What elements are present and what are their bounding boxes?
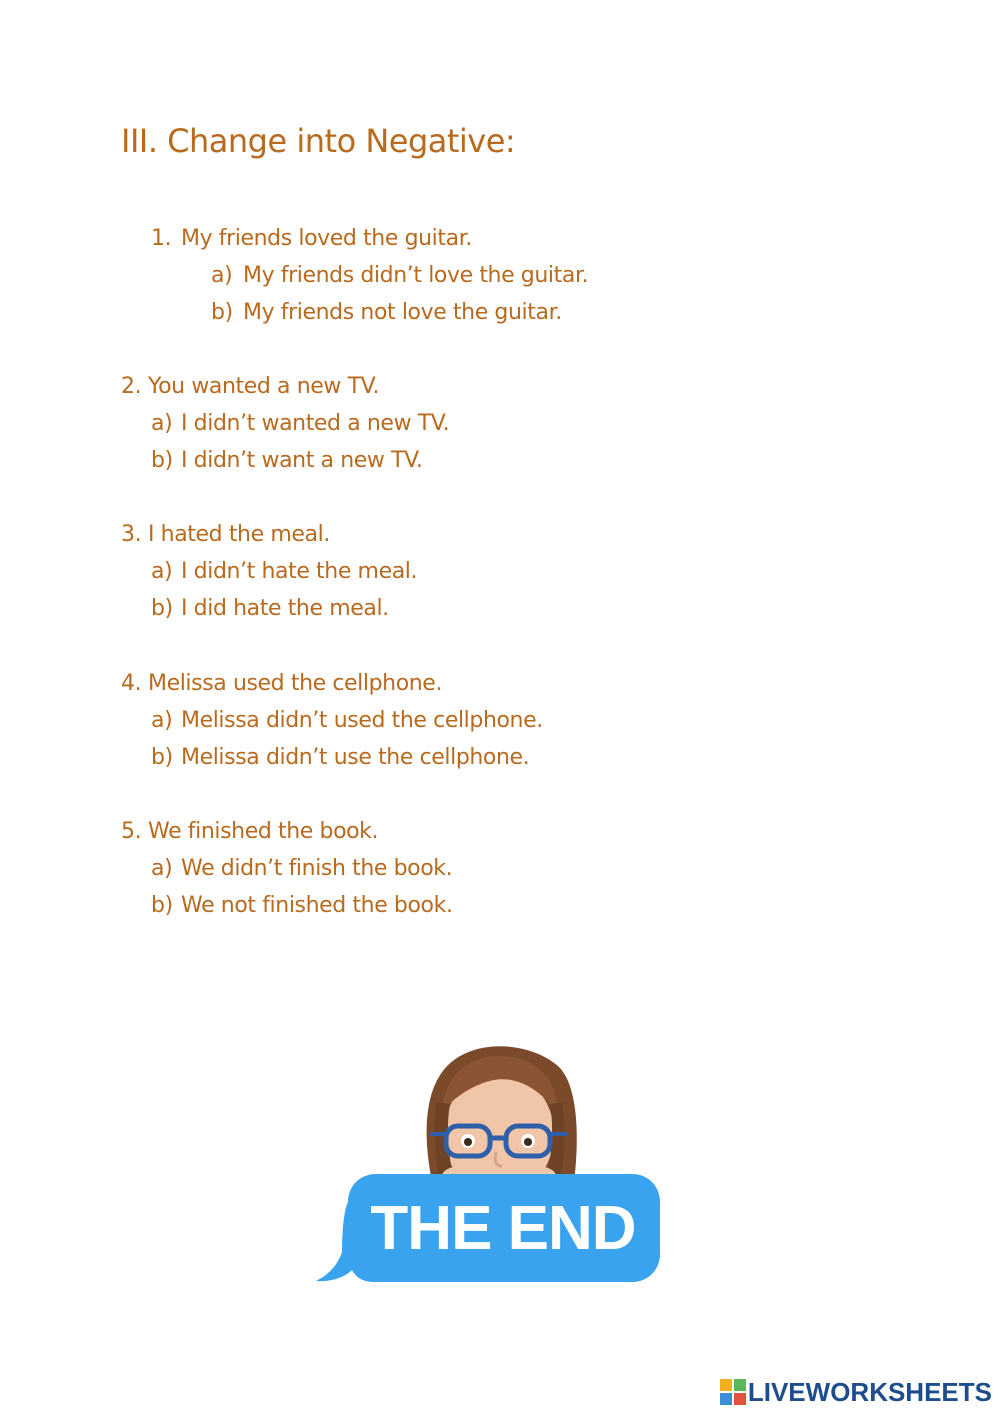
option-letter: b) [151, 596, 173, 621]
question-sentence: I hated the meal. [148, 522, 330, 547]
question-number: 2. [121, 374, 142, 399]
option-2a[interactable] [151, 411, 449, 436]
option-letter: b) [151, 745, 173, 770]
question-sentence: My friends loved the guitar. [181, 226, 472, 251]
watermark-text: LIVEWORKSHEETS [747, 1376, 992, 1407]
option-1b[interactable] [211, 300, 562, 325]
option-4a[interactable] [151, 708, 543, 733]
liveworksheets-watermark [720, 1376, 992, 1408]
option-text: Melissa didn’t used the cellphone. [181, 708, 543, 733]
question-number: 3. [121, 522, 142, 547]
option-letter: b) [211, 300, 233, 325]
page-title: III. Change into Negative: [121, 122, 516, 160]
liveworksheets-logo-icon [720, 1379, 746, 1405]
question-1 [151, 226, 472, 251]
option-text: I did hate the meal. [181, 596, 389, 621]
option-text: I didn’t wanted a new TV. [181, 411, 450, 436]
option-letter: b) [151, 893, 173, 918]
question-sentence: Melissa used the cellphone. [148, 671, 443, 696]
option-letter: a) [211, 263, 233, 288]
option-5b[interactable] [151, 893, 453, 918]
option-3a[interactable] [151, 559, 417, 584]
question-sentence: We finished the book. [148, 819, 379, 844]
option-text: I didn’t hate the meal. [181, 559, 418, 584]
question-4 [121, 671, 442, 696]
option-text: We not finished the book. [181, 893, 453, 918]
teacher-avatar-image [414, 1042, 584, 1182]
option-text: Melissa didn’t use the cellphone. [181, 745, 530, 770]
option-5a[interactable] [151, 856, 452, 881]
option-2b[interactable] [151, 448, 423, 473]
option-text: We didn’t finish the book. [181, 856, 453, 881]
question-number: 4. [121, 671, 142, 696]
the-end-text: THE END [370, 1193, 636, 1263]
question-number: 1. [151, 226, 172, 251]
option-letter: a) [151, 708, 173, 733]
option-text: My friends not love the guitar. [243, 300, 562, 325]
option-1a[interactable] [211, 263, 588, 288]
option-text: My friends didn’t love the guitar. [243, 263, 589, 288]
question-number: 5. [121, 819, 142, 844]
question-5 [121, 819, 378, 844]
option-4b[interactable] [151, 745, 529, 770]
option-letter: a) [151, 856, 173, 881]
option-letter: b) [151, 448, 173, 473]
question-sentence: You wanted a new TV. [148, 374, 380, 399]
option-3b[interactable] [151, 596, 389, 621]
option-letter: a) [151, 411, 173, 436]
option-letter: a) [151, 559, 173, 584]
question-2 [121, 374, 379, 399]
option-text: I didn’t want a new TV. [181, 448, 423, 473]
question-3 [121, 522, 330, 547]
